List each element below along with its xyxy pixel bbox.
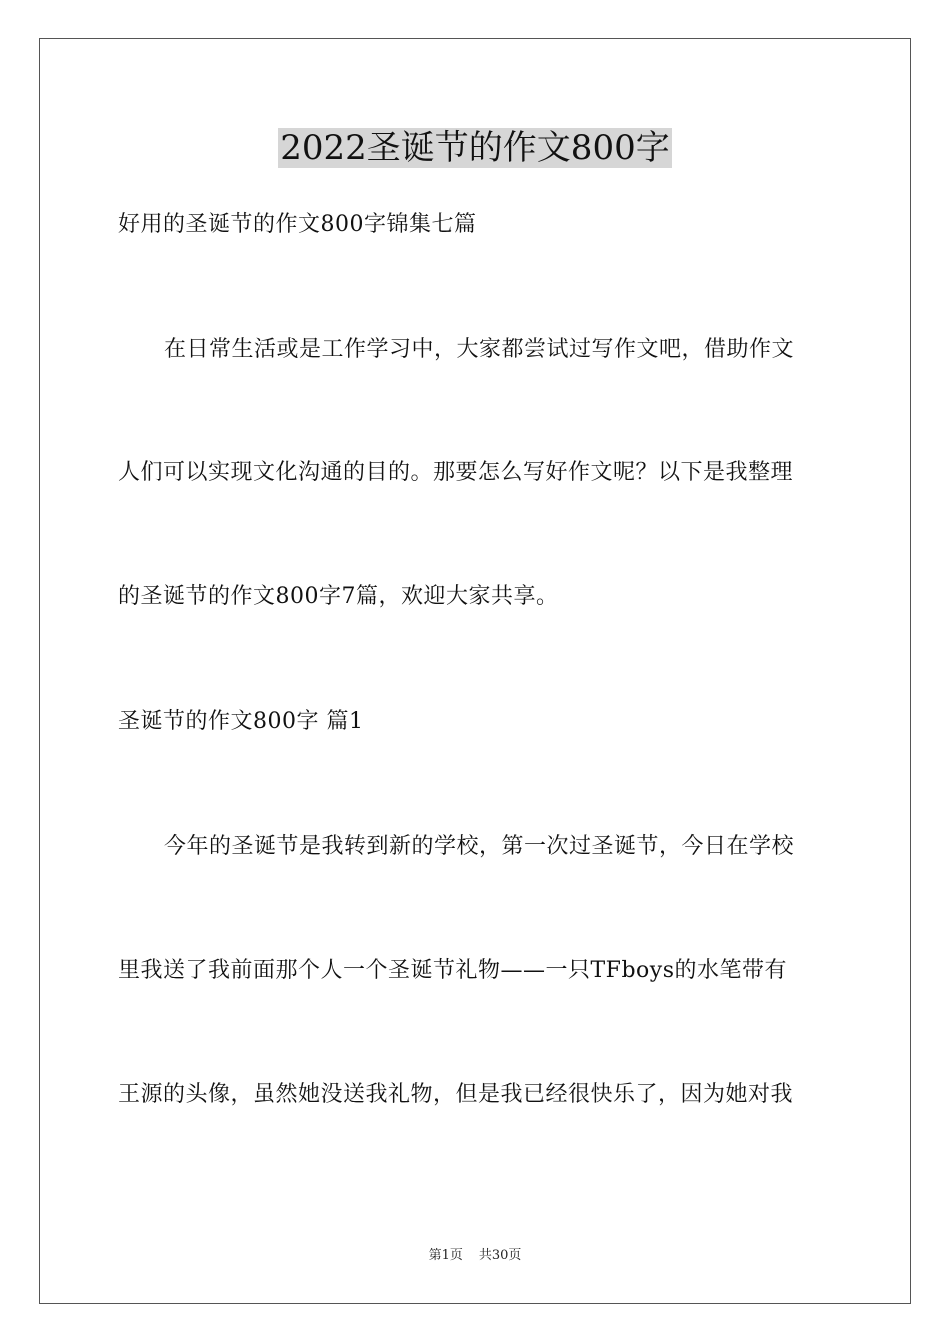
page-footer: [0, 1247, 950, 1265]
paragraph-line: 人们可以实现文化沟通的目的。那要怎么写好作文呢？以下是我整理: [118, 460, 794, 485]
section-heading: 圣诞节的作文800字 篇1: [118, 709, 364, 734]
page-total: 共30页: [478, 1248, 522, 1263]
document-title: [0, 124, 950, 172]
paragraph-line: 今年的圣诞节是我转到新的学校，第一次过圣诞节，今日在学校: [164, 834, 795, 859]
paragraph-line: 的圣诞节的作文800字7篇，欢迎大家共享。: [118, 584, 559, 609]
page-number: 第1页: [428, 1248, 463, 1263]
paragraph-line: 王源的头像，虽然她没送我礼物，但是我已经很快乐了，因为她对我: [118, 1082, 794, 1107]
document-subtitle: 好用的圣诞节的作文800字锦集七篇: [118, 212, 477, 237]
paragraph-line: 里我送了我前面那个人一个圣诞节礼物——一只TFboys的水笔带有: [118, 958, 787, 983]
paragraph-line: 在日常生活或是工作学习中，大家都尝试过写作文吧，借助作文: [164, 337, 795, 362]
document-title-text: 2022圣诞节的作文800字: [280, 128, 670, 168]
